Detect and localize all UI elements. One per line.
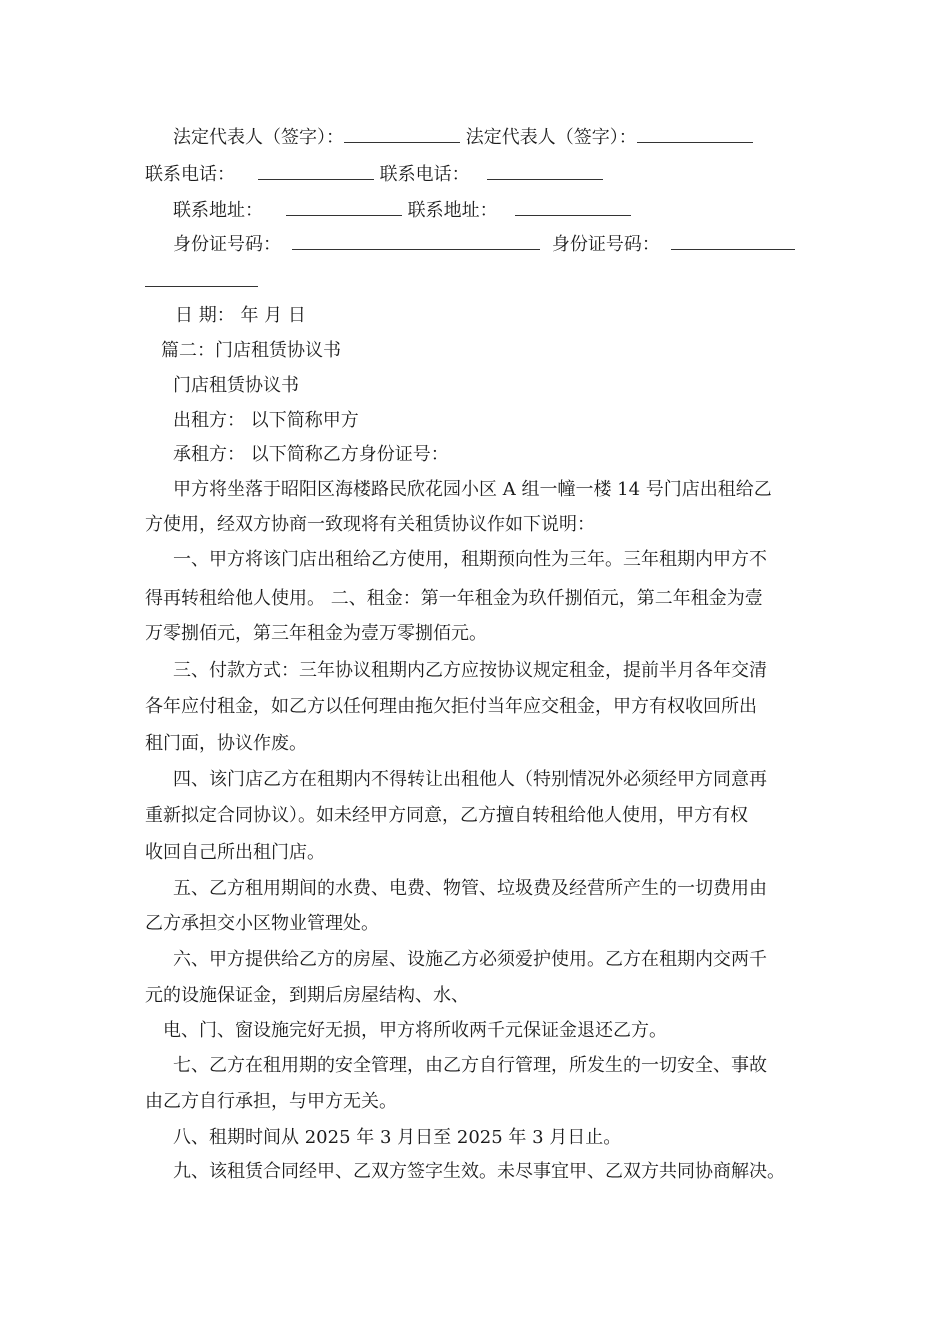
lessor-line: 出租方： 以下简称甲方: [173, 410, 359, 431]
paragraph-line: 一、甲方将该门店出租给乙方使用，租期预向性为三年。三年租期内甲方不: [173, 549, 767, 570]
address-label-a: 联系地址：: [173, 200, 263, 221]
legal-rep-label-a: 法定代表人（签字）：: [173, 127, 344, 148]
address-line: [173, 199, 631, 223]
paragraph-line: 三、付款方式：三年协议租期内乙方应按协议规定租金，提前半月各年交清: [173, 660, 767, 681]
address-blank-b[interactable]: [515, 199, 631, 216]
paragraph-line: 重新拟定合同协议）。如未经甲方同意，乙方擅自转租给他人使用，甲方有权: [145, 805, 748, 826]
paragraph-line: 五、乙方租用期间的水费、电费、物管、垃圾费及经营所产生的一切费用由: [173, 878, 767, 899]
paragraph-line: 四、该门店乙方在租期内不得转让出租他人（特别情况外必须经甲方同意再: [173, 769, 767, 790]
paragraph-line: 七、乙方在租用期的安全管理，由乙方自行管理，所发生的一切安全、事故: [173, 1055, 767, 1076]
legal-rep-line: [173, 126, 753, 150]
id-line-continuation: [145, 270, 258, 294]
section-heading: 篇二：门店租赁协议书: [161, 340, 341, 361]
id-blank-b[interactable]: [671, 233, 795, 250]
paragraph-line: 方使用，经双方协商一致现将有关租赁协议作如下说明：: [145, 514, 595, 535]
phone-label-b: 联系电话：: [379, 164, 470, 185]
id-blank-b-continued[interactable]: [145, 270, 258, 287]
date-line: 日 期： 年 月 日: [175, 305, 306, 326]
paragraph-line: 收回自己所出租门店。: [145, 842, 325, 863]
paragraph-line: 甲方将坐落于昭阳区海楼路民欣花园小区 A 组一幢一楼 14 号门店出租给乙: [173, 479, 772, 500]
address-blank-a[interactable]: [286, 199, 402, 216]
paragraph-line: 各年应付租金，如乙方以任何理由拖欠拒付当年应交租金，甲方有权收回所出: [145, 696, 757, 717]
paragraph-line: 乙方承担交小区物业管理处。: [145, 913, 379, 934]
paragraph-line: 六、甲方提供给乙方的房屋、设施乙方必须爱护使用。乙方在租期内交两千: [173, 949, 767, 970]
legal-rep-blank-a[interactable]: [344, 126, 460, 143]
phone-line: [145, 163, 603, 187]
paragraph-line: 由乙方自行承担，与甲方无关。: [145, 1091, 397, 1112]
paragraph-line: 得再转租给他人使用。 二、租金：第一年租金为玖仟捌佰元，第二年租金为壹: [145, 588, 763, 609]
id-line: [173, 233, 795, 257]
phone-label-a: 联系电话：: [145, 164, 235, 185]
legal-rep-blank-b[interactable]: [637, 126, 753, 143]
legal-rep-label-b: 法定代表人（签字）：: [465, 127, 637, 148]
paragraph-line: 万零捌佰元，第三年租金为壹万零捌佰元。: [145, 623, 487, 644]
address-label-b: 联系地址：: [407, 200, 498, 221]
id-label-a: 身份证号码：: [173, 234, 281, 255]
phone-blank-a[interactable]: [258, 163, 374, 180]
phone-blank-b[interactable]: [487, 163, 603, 180]
lessee-line: 承租方： 以下简称乙方身份证号：: [173, 444, 449, 465]
paragraph-line: 八、租期时间从 2025 年 3 月日至 2025 年 3 月日止。: [173, 1127, 622, 1148]
paragraph-line: 租门面，协议作废。: [145, 733, 307, 754]
id-blank-a[interactable]: [292, 233, 540, 250]
id-label-b: 身份证号码：: [551, 234, 660, 255]
paragraph-line: 元的设施保证金，到期后房屋结构、水、: [145, 985, 469, 1006]
paragraph-line: 电、门、窗设施完好无损，甲方将所收两千元保证金退还乙方。: [163, 1020, 667, 1041]
paragraph-line: 九、该租赁合同经甲、乙双方签字生效。未尽事宜甲、乙双方共同协商解决。: [173, 1161, 785, 1182]
agreement-title: 门店租赁协议书: [173, 375, 299, 396]
